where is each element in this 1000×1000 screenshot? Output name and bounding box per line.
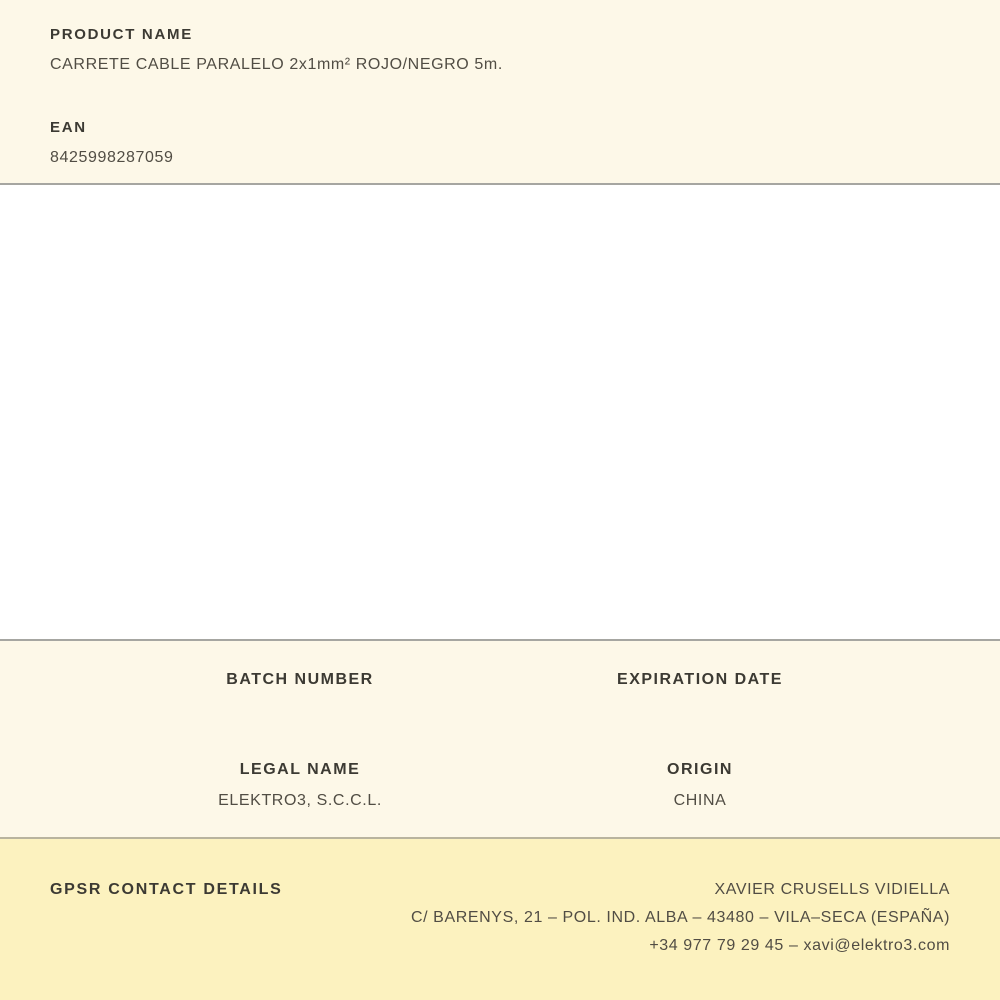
ean-block	[50, 119, 950, 167]
expiration-date-label: EXPIRATION DATE	[617, 671, 783, 688]
legal-name-label: LEGAL NAME	[239, 761, 361, 778]
product-name-label: PRODUCT NAME	[50, 26, 193, 43]
gpsr-contact-phone-email: +34 977 79 29 45 – xavi@elektro3.com	[649, 937, 950, 954]
gpsr-contact-section	[0, 839, 1000, 1000]
batch-number-label: BATCH NUMBER	[226, 671, 374, 688]
gpsr-contact-block	[283, 876, 950, 960]
ean-label: EAN	[50, 119, 87, 136]
details-grid	[100, 671, 900, 851]
batch-number-cell	[100, 671, 500, 761]
product-name-value: CARRETE CABLE PARALELO 2x1mm² ROJO/NEGRO 5m.	[50, 56, 503, 73]
ean-value: 8425998287059	[50, 149, 174, 166]
product-name-block	[50, 26, 950, 74]
origin-cell	[500, 761, 900, 851]
gpsr-heading: GPSR CONTACT DETAILS	[50, 881, 283, 898]
legal-name-cell	[100, 761, 500, 851]
product-header-section	[0, 0, 1000, 185]
origin-label: ORIGIN	[667, 761, 733, 778]
origin-value: CHINA	[673, 792, 727, 809]
product-image-placeholder	[0, 185, 1000, 641]
expiration-date-cell	[500, 671, 900, 761]
details-section	[0, 641, 1000, 839]
gpsr-contact-address: C/ BARENYS, 21 – POL. IND. ALBA – 43480 – VILA–SECA (ESPAÑA)	[410, 909, 950, 926]
legal-name-value: ELEKTRO3, S.C.C.L.	[218, 792, 382, 809]
gpsr-contact-name: XAVIER CRUSELLS VIDIELLA	[714, 881, 950, 898]
